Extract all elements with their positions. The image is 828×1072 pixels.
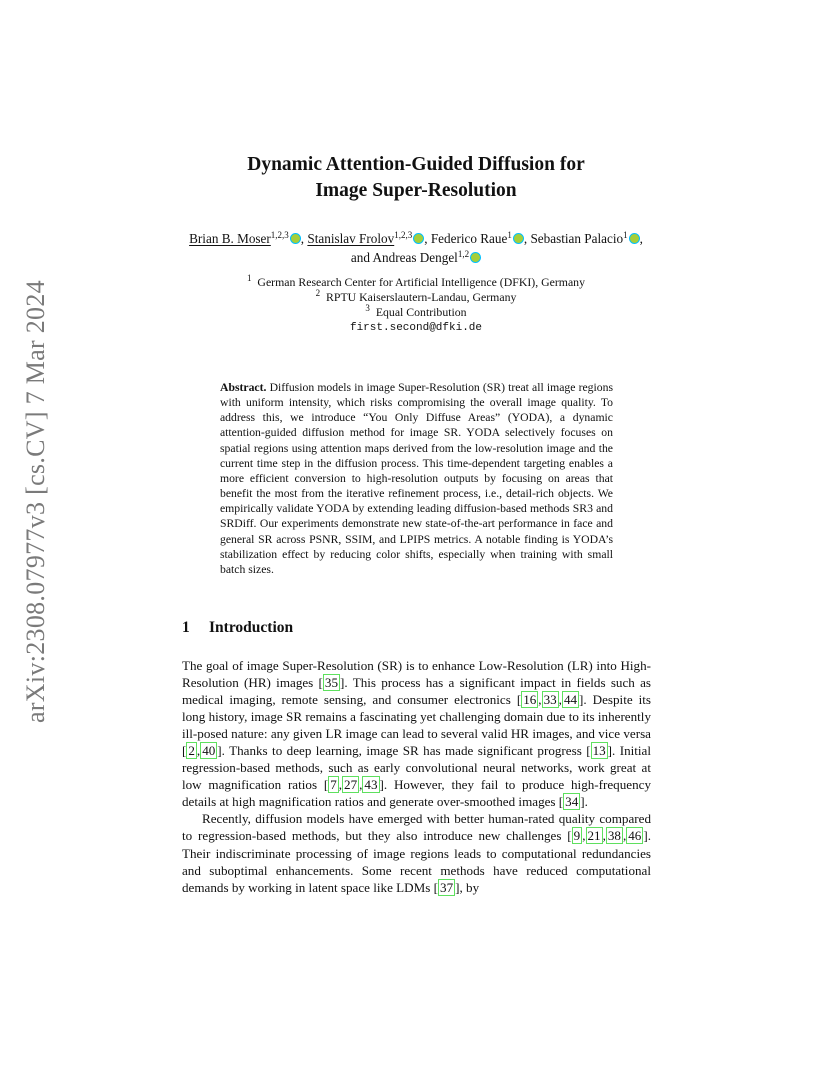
citation-link[interactable]: 33 <box>543 692 557 708</box>
affiliation-line <box>180 275 652 290</box>
affiliation-text: German Research Center for Artificial Intelligence (DFKI), Germany <box>257 275 585 289</box>
paragraph: Recently, diffusion models have emerged with better human-rated quality compared to regression-based methods, but they also introduce new challenges [ 9 , 21 , 38 , 46 ]. Their indiscriminate processing of image regions leads to computational redundancies and suboptimal enhancements. Some recent methods have reduced computational demands by working in latent space like LDMs [ 37 ], by <box>182 811 651 895</box>
author-conjunction: and <box>350 250 370 265</box>
affiliation-mark: 2 <box>315 288 321 299</box>
author-name[interactable]: Stanislav Frolov <box>307 231 395 246</box>
arxiv-identifier-stamp: arXiv:2308.07977v3 [cs.CV] 7 Mar 2024 <box>21 280 50 723</box>
orcid-icon[interactable] <box>629 233 640 244</box>
citation-link[interactable]: 38 <box>607 828 621 844</box>
orcid-icon[interactable] <box>513 233 524 244</box>
orcid-icon[interactable] <box>470 252 481 263</box>
author-affiliation-marks: 1 <box>623 230 628 240</box>
author-affiliation-marks: 1 <box>507 230 512 240</box>
author-name: Sebastian Palacio <box>530 231 624 246</box>
title-line-1: Dynamic Attention-Guided Diffusion for <box>247 154 585 175</box>
paper-title <box>150 152 682 204</box>
citation-link[interactable]: 27 <box>344 777 358 793</box>
section-title: Introduction <box>209 619 294 636</box>
orcid-icon[interactable] <box>290 233 301 244</box>
citation-link[interactable]: 43 <box>364 777 378 793</box>
affiliation-line <box>180 305 652 320</box>
affiliation-text: RPTU Kaiserslautern-Landau, Germany <box>326 290 517 305</box>
citation-link[interactable]: 46 <box>628 828 642 844</box>
affiliation-mark: 3 <box>365 303 370 314</box>
author-name[interactable]: Brian B. Moser <box>189 231 271 246</box>
paragraph: The goal of image Super-Resolution (SR) is to enhance Low-Resolution (LR) into High-Resolution (HR) images [ 35 ]. This process has a significant impact in fields such as medical imaging, remote sensing, and consumer electronics [ 16 , 33 , 44 ]. Despite its long history, image SR remains a fascinating yet challenging domain due to its inherently ill-posed nature: any given LR image can lead to several valid HR images, and vice versa [ 2 , 40 ]. Thanks to deep learning, image SR has made significant progress [ 13 ]. Initial regression-based methods, such as early convolutional neural networks, work great at low magnification ratios [ 7 , 27 , 43 ]. However, they fail to produce high-frequency details at high magnification ratios and generate over-smoothed images [ 34 ]. <box>182 658 651 810</box>
abstract <box>220 380 613 577</box>
citation-link[interactable]: 7 <box>330 777 337 793</box>
citation-link[interactable]: 44 <box>563 692 578 708</box>
author-affiliation-marks: 1,2 <box>457 249 470 259</box>
section-heading <box>182 619 293 637</box>
abstract-text: Diffusion models in image Super-Resolution (SR) treat all image regions with uniform intensity, which risks compromising the overall image quality. To address this, we introduce “You Only Diffuse Areas” (YODA), a dynamic attention-guided diffusion method for image SR. YODA selectively focuses on spatial regions using attention maps derived from the low-resolution image and the current time step in the diffusion process. This time-dependent targeting enables a more efficient conversion to high-resolution outputs by focusing on areas that benefit the most from the iterative refinement process, i.e., detail-rich objects. We empirically validate YODA by extending leading diffusion-based methods SR3 and SRDiff. Our experiments demonstrate new state-of-the-art performance in face and general SR across PSNR, SSIM, and LPIPS metrics. A notable finding is YODA’s stabilization effect by reducing color shifts, especially when training with small batch sizes. <box>220 381 613 576</box>
citation-link[interactable]: 13 <box>592 743 606 759</box>
citation-link[interactable]: 2 <box>188 743 195 759</box>
author-affiliation-marks: 1,2,3 <box>394 230 413 240</box>
citation-link[interactable]: 34 <box>565 794 579 810</box>
citation-link[interactable]: 37 <box>440 879 454 895</box>
citation-link[interactable]: 40 <box>202 743 216 759</box>
section-number: 1 <box>182 619 190 636</box>
body-text <box>182 657 651 896</box>
citation-link[interactable]: 16 <box>523 692 537 708</box>
affiliation-mark: 1 <box>247 273 252 283</box>
title-line-2: Image Super-Resolution <box>315 180 517 201</box>
affiliation-text: Equal Contribution <box>375 305 467 320</box>
citation-link[interactable]: 9 <box>573 828 581 844</box>
orcid-icon[interactable] <box>413 233 424 244</box>
citation-link[interactable]: 35 <box>324 675 339 691</box>
citation-link[interactable]: 21 <box>587 828 601 844</box>
author-list: Brian B. Moser$^{1,2,3}$ , Stanislav Frolov$^{1,2,3}$ , Federico Raue$^1$ , Sebastian Palacio$^1$ , and Andreas Dengel$^{1,2}$ <box>189 230 643 265</box>
abstract-label: Abstract. <box>220 381 267 394</box>
contact-email[interactable]: first.second@dfki.de <box>349 321 483 334</box>
affiliations <box>180 275 652 336</box>
affiliation-line <box>180 290 652 305</box>
author-name: Federico Raue <box>430 231 508 246</box>
author-affiliation-marks: 1,2,3 <box>270 230 289 240</box>
author-name: Andreas Dengel <box>372 250 458 265</box>
